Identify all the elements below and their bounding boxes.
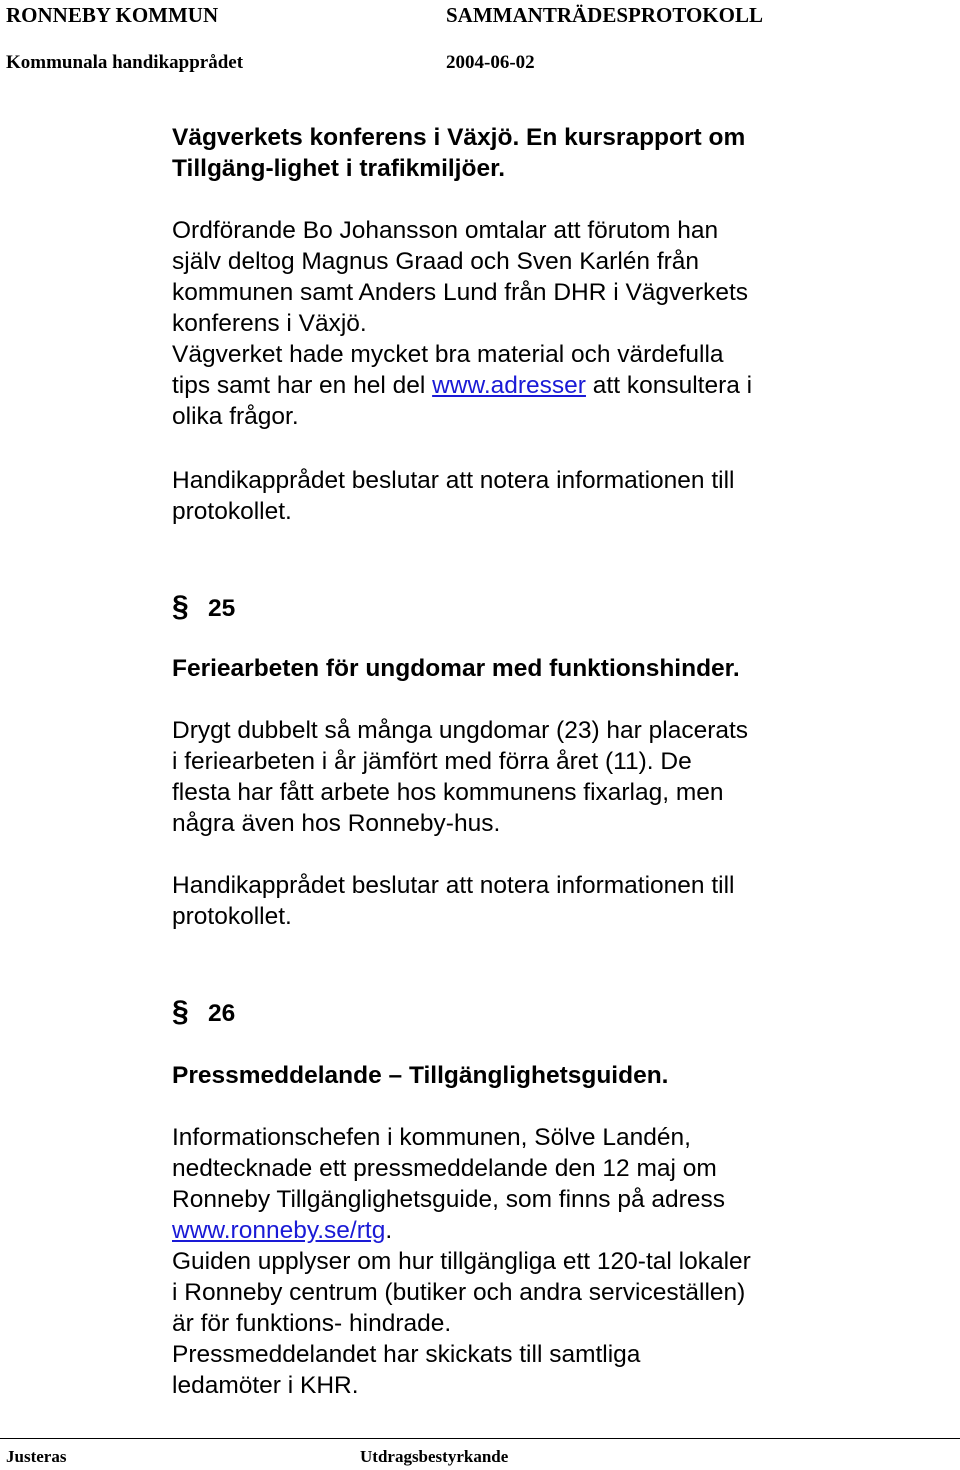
section-25-number: 25 — [208, 595, 236, 622]
decision-line: protokollet. — [172, 498, 292, 525]
body-line: nedtecknade ett pressmeddelande den 12 maj om — [172, 1155, 717, 1182]
tips-text-after: att konsultera i — [585, 372, 753, 399]
body-line-with-link — [172, 370, 752, 401]
section-26-heading — [172, 993, 235, 1031]
decision-line: Handikapprådet beslutar att notera informationen till — [172, 872, 735, 899]
section-26-title-text: Pressmeddelande – Tillgänglighetsguiden. — [172, 1062, 669, 1089]
body-line: Pressmeddelandet har skickats till samtliga — [172, 1341, 641, 1368]
body-line: konferens i Växjö. — [172, 310, 367, 337]
body-line: Ronneby Tillgänglighetsguide, som finns på adress — [172, 1186, 725, 1213]
body-line: några även hos Ronneby-hus. — [172, 810, 501, 837]
header-committee: Kommunala handikapprådet — [6, 52, 244, 73]
section-sign: § — [172, 590, 189, 623]
section-sign: § — [172, 995, 189, 1028]
section-26-title — [172, 1060, 668, 1091]
decision-line: protokollet. — [172, 903, 292, 930]
body-line: Guiden upplyser om hur tillgängliga ett 120-tal lokaler — [172, 1248, 751, 1275]
body-line: i feriearbeten i år jämfört med förra året (11). De — [172, 748, 692, 775]
body-line: Informationschefen i kommunen, Sölve Landén, — [172, 1124, 691, 1151]
section-25-decision — [172, 870, 734, 932]
conference-body — [172, 215, 752, 432]
url-after: . — [385, 1217, 393, 1244]
section-25-title-text: Feriearbeten för ungdomar med funktionshinder. — [172, 655, 740, 682]
conference-title-line: Tillgäng-lighet i trafikmiljöer. — [172, 155, 506, 182]
body-line: i Ronneby centrum (butiker och andra serviceställen) — [172, 1279, 746, 1306]
body-line-with-link — [172, 1215, 751, 1246]
footer-divider — [0, 1438, 960, 1439]
footer-justeras: Justeras — [6, 1447, 67, 1466]
conference-title — [172, 122, 745, 184]
section-25-title — [172, 653, 740, 684]
footer-utdragsbestyrkande: Utdragsbestyrkande — [360, 1447, 509, 1466]
section-26-number: 26 — [208, 1000, 236, 1027]
body-line: kommunen samt Anders Lund från DHR i Vägverkets — [172, 279, 749, 306]
ronneby-rtg-link[interactable]: www.ronneby.se/rtg — [172, 1217, 386, 1244]
body-line: Ordförande Bo Johansson omtalar att förutom han — [172, 217, 719, 244]
body-line: är för funktions- hindrade. — [172, 1310, 452, 1337]
header-date: 2004-06-02 — [446, 52, 535, 73]
header-org: RONNEBY KOMMUN — [6, 3, 219, 27]
conference-decision — [172, 465, 734, 527]
body-line: Vägverket hade mycket bra material och värdefulla — [172, 341, 724, 368]
body-line: Drygt dubbelt så många ungdomar (23) har placerats — [172, 717, 749, 744]
body-line: ledamöter i KHR. — [172, 1372, 359, 1399]
body-line: olika frågor. — [172, 403, 299, 430]
tips-text-before: tips samt har en hel del — [172, 372, 433, 399]
decision-line: Handikapprådet beslutar att notera informationen till — [172, 467, 735, 494]
conference-title-line: Vägverkets konferens i Växjö. En kursrapport om — [172, 124, 746, 151]
section-25-heading — [172, 588, 235, 626]
section-25-body — [172, 715, 748, 839]
section-26-body — [172, 1122, 751, 1401]
header-doc-type: SAMMANTRÄDESPROTOKOLL — [446, 3, 763, 27]
adresser-link[interactable]: www.adresser — [432, 372, 586, 399]
body-line: flesta har fått arbete hos kommunens fixarlag, men — [172, 779, 724, 806]
body-line: själv deltog Magnus Graad och Sven Karlén från — [172, 248, 700, 275]
